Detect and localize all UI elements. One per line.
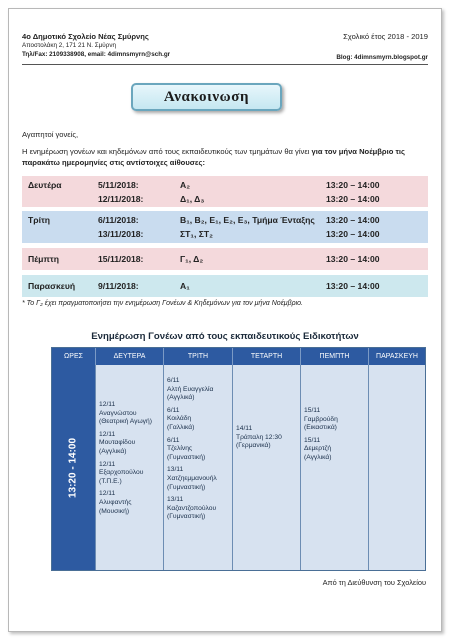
day-label: Δευτέρα bbox=[28, 180, 62, 190]
header-right bbox=[336, 32, 428, 62]
thursday-column bbox=[301, 365, 369, 570]
specialists-table bbox=[51, 347, 426, 571]
date-label: 6/11/2018: bbox=[98, 215, 139, 225]
time-range: 13:20 - 14:00 bbox=[67, 437, 79, 498]
date-label: 15/11/2018: bbox=[98, 254, 144, 264]
table-header-row bbox=[52, 348, 425, 365]
monday-column bbox=[96, 365, 164, 570]
time-label: 13:20 – 14:00 bbox=[326, 229, 380, 239]
schedule-band-monday bbox=[22, 176, 428, 207]
specialists-title: Ενημέρωση Γονέων από τους εκπαιδευτικούς Ειδικοτήτων bbox=[91, 331, 359, 342]
header-hours: ΩΡΕΣ bbox=[52, 348, 96, 365]
school-header bbox=[22, 32, 170, 59]
time-label: 13:20 – 14:00 bbox=[326, 254, 380, 264]
header-thursday: ΠΕΜΠΤΗ bbox=[301, 348, 369, 365]
classes-label: Δ₁, Δ₃ bbox=[180, 194, 205, 204]
school-address: Αποστολάκη 2, 171 21 Ν. Σμύρνη bbox=[22, 42, 116, 49]
list-item: 15/11 Δεμερτζή (Αγγλικά) bbox=[304, 436, 332, 461]
day-label: Τρίτη bbox=[28, 215, 51, 225]
signature: Από τη Διεύθυνση του Σχολείου bbox=[322, 578, 426, 587]
time-column bbox=[52, 365, 96, 570]
classes-label: Γ₁, Δ₂ bbox=[180, 254, 204, 264]
list-item: 6/11 Κοιλάδη (Γαλλικά) bbox=[167, 406, 195, 431]
list-item: 14/11 Τράπαλη 12:30 (Γερμανικά) bbox=[236, 425, 282, 450]
header-wednesday: ΤΕΤΑΡΤΗ bbox=[233, 348, 301, 365]
announcement-title: Ανακοινωση bbox=[131, 83, 282, 111]
date-label: 5/11/2018: bbox=[98, 180, 139, 190]
list-item: 13/11 Καζαντζοπούλου (Γυμναστική) bbox=[167, 496, 217, 521]
school-name: 4ο Δημοτικό Σχολείο Νέας Σμύρνης bbox=[22, 32, 149, 41]
time-label: 13:20 – 14:00 bbox=[326, 281, 380, 291]
date-label: 9/11/2018: bbox=[98, 281, 139, 291]
list-item: 12/11 Εξαρχοπούλου (Τ.Π.Ε.) bbox=[99, 460, 144, 485]
wednesday-column bbox=[233, 365, 301, 570]
table-body bbox=[52, 365, 425, 570]
classes-label: A₂ bbox=[180, 180, 191, 190]
list-item: 13/11 Χατζηεμμανουήλ (Γυμναστική) bbox=[167, 466, 217, 491]
intro-bold-text: για τον μήνα Νοέμβριο τις παρακάτω ημερομηνίες στις αντίστοιχες αίθουσες: bbox=[22, 147, 405, 167]
blog-link[interactable]: Blog: 4dimnsmyrn.blogspot.gr bbox=[336, 54, 428, 61]
time-label: 13:20 – 14:00 bbox=[326, 194, 380, 204]
list-item: 12/11 Μουταφίδου (Αγγλικά) bbox=[99, 430, 136, 455]
list-item: 12/11 Αναγνώστου (Θεατρική Αγωγή) bbox=[99, 401, 152, 426]
classes-label: A₁ bbox=[180, 281, 190, 291]
list-item: 6/11 Αλτή Ευαγγελία (Αγγλικά) bbox=[167, 377, 214, 402]
day-label: Παρασκευή bbox=[28, 281, 76, 291]
school-contact: Τηλ/Fax: 2109338908, email: 4dimnsmyrn@sch.gr bbox=[22, 51, 171, 58]
header-divider bbox=[22, 64, 428, 65]
intro-text: Η ενημέρωση γονέων και κηδεμόνων από τους εκπαιδευτικούς των τμημάτων θα γίνει bbox=[22, 147, 312, 156]
time-label: 13:20 – 14:00 bbox=[326, 215, 380, 225]
footnote: * Το Γ₂ έχει πραγματοποιήσει την ενημέρωση Γονέων & Κηδεμόνων για τον μήνα Νοέμβριο. bbox=[22, 300, 304, 307]
header-tuesday: ΤΡΙΤΗ bbox=[164, 348, 233, 365]
friday-column bbox=[369, 365, 425, 570]
time-label: 13:20 – 14:00 bbox=[326, 180, 380, 190]
school-year: Σχολικό έτος 2018 - 2019 bbox=[343, 32, 428, 41]
list-item: 12/11 Αλυφαντής (Μουσική) bbox=[99, 490, 132, 515]
schedule-band-tuesday bbox=[22, 211, 428, 243]
intro-paragraph bbox=[22, 146, 430, 168]
greeting: Αγαπητοί γονείς, bbox=[22, 130, 79, 139]
classes-label: ΣΤ₁, ΣΤ₂ bbox=[180, 229, 213, 239]
list-item: 6/11 Τζελίνης (Γυμναστική) bbox=[167, 436, 206, 461]
tuesday-column bbox=[164, 365, 233, 570]
schedule-band-thursday bbox=[22, 248, 428, 270]
header-monday: ΔΕΥΤΕΡΑ bbox=[96, 348, 164, 365]
header-friday: ΠΑΡΑΣΚΕΥΗ bbox=[376, 353, 418, 360]
schedule-band-friday bbox=[22, 275, 428, 297]
date-label: 13/11/2018: bbox=[98, 229, 144, 239]
date-label: 12/11/2018: bbox=[98, 194, 144, 204]
list-item: 15/11 Γαμβρούδη (Εικαστικά) bbox=[304, 407, 338, 432]
day-label: Πέμπτη bbox=[28, 254, 60, 264]
classes-label: B₁, B₂, E₁, E₂, E₃, Τμήμα Ένταξης bbox=[180, 215, 315, 225]
